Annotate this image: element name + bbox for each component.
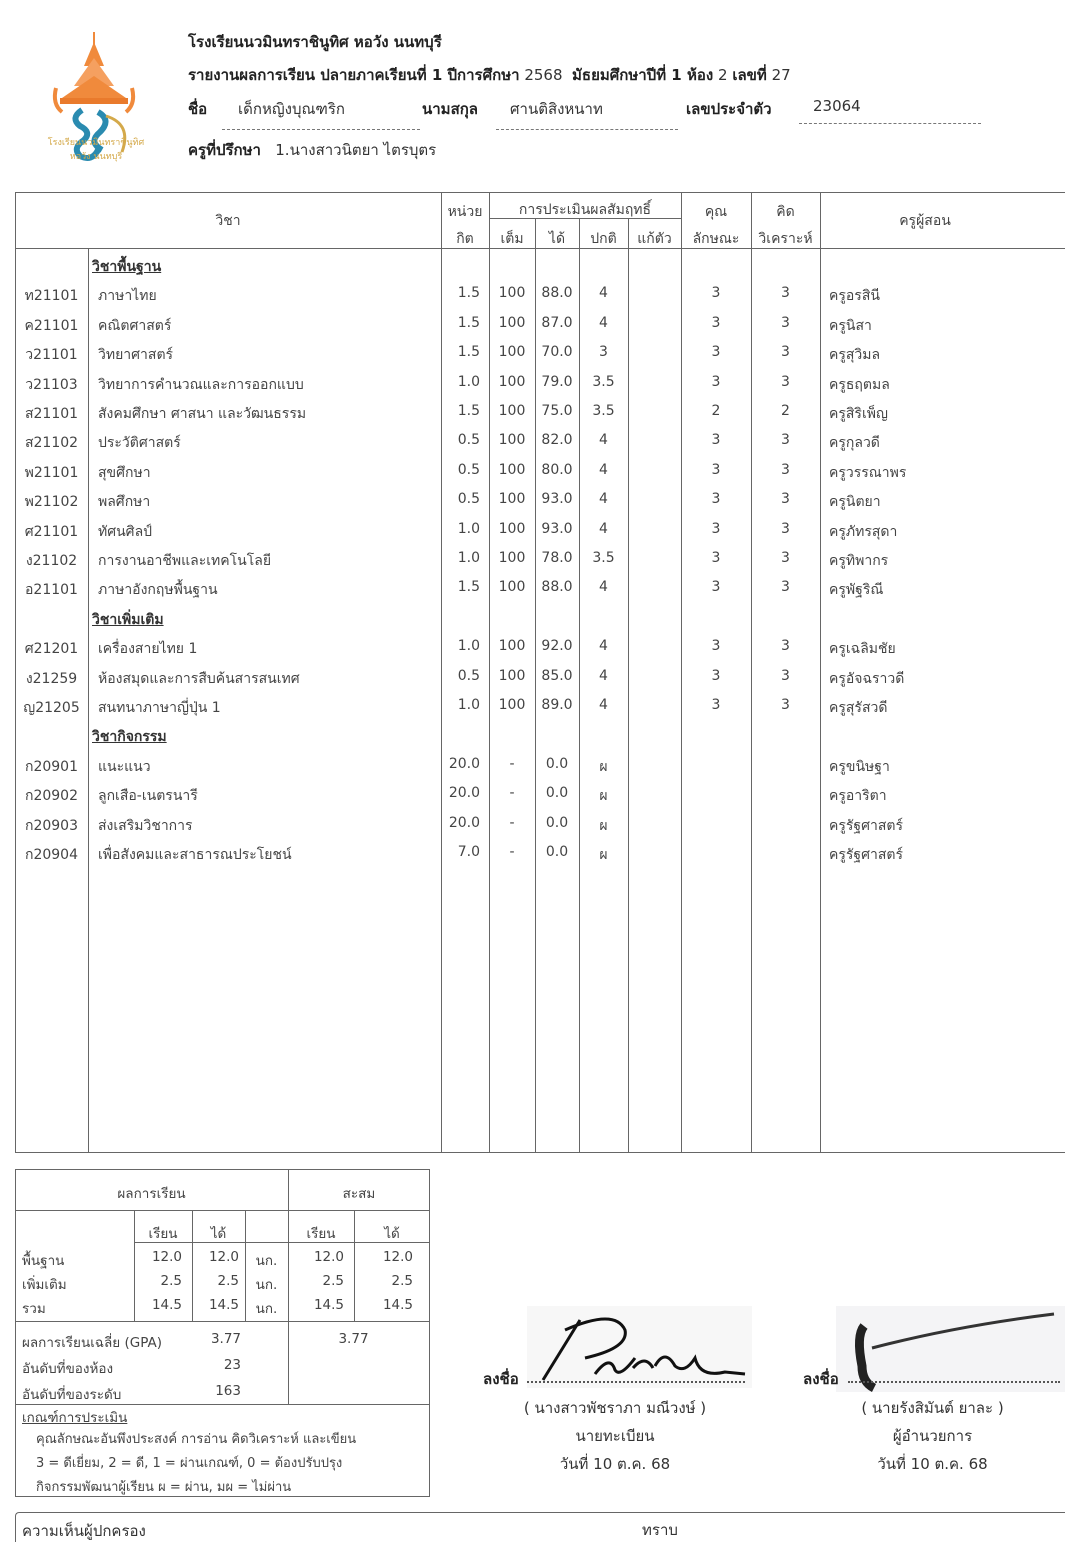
- cell-teacher: ครูรัฐศาสตร์: [829, 817, 904, 834]
- summary-acc-study-label: เรียน: [306, 1226, 336, 1242]
- criteria-line-2: 3 = ดีเยี่ยม, 2 = ดี, 1 = ผ่านเกณฑ์, 0 = ต้องปรับปรุง: [36, 1456, 343, 1471]
- registrar-name: ( นางสาวพัชราภา มณีวงษ์ ): [523, 1399, 707, 1417]
- cell-teacher: ครูนิตยา: [829, 494, 881, 511]
- cell-teacher: ครูอาริตา: [829, 788, 887, 805]
- level-label: มัธยมศึกษาปีที่ 1 ห้อง: [572, 66, 714, 84]
- cell-got: 0.0: [545, 814, 569, 831]
- surname-label: นามสกุล: [422, 100, 478, 118]
- cell-grade: ผ: [599, 788, 608, 805]
- student-id: 23064: [799, 97, 981, 124]
- cell-char: 3: [711, 697, 721, 713]
- cell-think: 3: [781, 461, 790, 478]
- cell-think: 3: [781, 520, 790, 537]
- section-title: วิชาพื้นฐาน: [92, 259, 162, 275]
- cell-got: 88.0: [541, 579, 573, 596]
- name-label: ชื่อ: [188, 100, 208, 118]
- cell-teacher: ครูสุรัสวดี: [829, 700, 888, 716]
- cell-grade: 4: [599, 285, 608, 302]
- cell-credit: 0.5: [457, 461, 480, 478]
- header-assessment: การประเมินผลสัมฤทธิ์: [518, 202, 652, 218]
- criteria-line-3: กิจกรรมพัฒนาผู้เรียน ผ = ผ่าน, มผ = ไม่ผ่าน: [36, 1480, 292, 1495]
- cell-code: ง21102: [25, 553, 78, 569]
- cell-teacher: ครูเฉลิมชัย: [829, 641, 896, 658]
- cell-think: 3: [781, 344, 790, 361]
- cell-full: 100: [498, 314, 526, 331]
- cell-teacher: ครูภัทรสุดา: [829, 523, 898, 540]
- cell-think: 3: [781, 432, 790, 449]
- cell-grade: 3.5: [592, 403, 615, 419]
- cell-teacher: ครูพัฐริณี: [829, 582, 884, 599]
- cell-think: 3: [781, 314, 790, 331]
- cell-got: 89.0: [541, 697, 573, 713]
- advisor-row: [188, 138, 436, 162]
- summary-acc_got: 12.0: [382, 1249, 413, 1265]
- room-rank: 23: [223, 1357, 241, 1373]
- parent-comment-box: [15, 1512, 1065, 1542]
- cell-code: ส21101: [24, 406, 79, 422]
- cell-name: สนทนาภาษาญี่ปุ่น 1: [98, 700, 221, 716]
- academic-year: 2568: [524, 66, 563, 84]
- cell-code: พ21102: [24, 494, 79, 511]
- cell-grade: 4: [599, 579, 608, 596]
- cell-got: 78.0: [541, 550, 573, 566]
- cell-code: ท21101: [24, 288, 79, 305]
- cell-grade: ผ: [599, 758, 608, 775]
- room-rank-label: อันดับที่ของห้อง: [22, 1361, 114, 1377]
- cell-char: 3: [711, 461, 721, 478]
- gpa-accumulated: 3.77: [338, 1331, 369, 1347]
- summary-study: 12.0: [151, 1249, 182, 1265]
- cell-name: ภาษาอังกฤษพื้นฐาน: [98, 582, 218, 599]
- cell-name: สังคมศึกษา ศาสนา และวัฒนธรรม: [98, 406, 307, 422]
- cell-credit: 1.0: [457, 638, 480, 655]
- cell-grade: 3.5: [592, 550, 615, 566]
- cell-code: ศ21201: [24, 641, 79, 658]
- cell-char: 3: [711, 285, 721, 302]
- cell-credit: 1.5: [457, 285, 480, 302]
- cell-think: 3: [781, 373, 790, 390]
- cell-code: ค21101: [24, 317, 79, 334]
- cell-got: 93.0: [541, 491, 573, 508]
- cell-code: ก20902: [24, 788, 78, 805]
- header-normal: ปกติ: [590, 231, 617, 247]
- cell-grade: 4: [599, 520, 608, 537]
- header-analytical-1: คิด: [776, 204, 795, 220]
- criteria-line-1: คุณลักษณะอันพึงประสงค์ การอ่าน คิดวิเคราะห์ และเขียน: [36, 1432, 357, 1447]
- summary-label: เพิ่มเติม: [22, 1277, 67, 1293]
- cell-char: 3: [711, 314, 721, 331]
- cell-teacher: ครูวรรณาพร: [829, 464, 907, 481]
- cell-grade: 4: [599, 432, 608, 449]
- cell-code: ง21259: [25, 670, 78, 687]
- cell-got: 75.0: [541, 403, 573, 419]
- gpa-value: 3.77: [210, 1331, 241, 1347]
- cell-teacher: ครูอรสินี: [829, 288, 880, 305]
- summary-acc_study: 14.5: [313, 1297, 344, 1313]
- cell-got: 92.0: [541, 638, 573, 655]
- cell-name: การงานอาชีพและเทคโนโลยี: [98, 553, 272, 569]
- director-position: ผู้อำนวยการ: [892, 1427, 973, 1445]
- summary-study: 14.5: [151, 1297, 182, 1313]
- registrar-date: วันที่ 10 ต.ค. 68: [559, 1455, 671, 1473]
- cell-name: พลศึกษา: [98, 494, 151, 511]
- cell-think: 3: [781, 285, 790, 302]
- summary-acc_study: 2.5: [322, 1273, 344, 1289]
- cell-teacher: ครูสุวิมล: [829, 347, 881, 364]
- cell-teacher: ครูทิพากร: [829, 553, 889, 569]
- cell-name: แนะแนว: [98, 758, 151, 775]
- cell-grade: 4: [599, 314, 608, 331]
- header-teacher: ครูผู้สอน: [899, 213, 951, 229]
- cell-think: 2: [781, 403, 790, 419]
- header-credit-1: หน่วย: [447, 204, 483, 220]
- cell-name: ลูกเสือ-เนตรนารี: [98, 788, 198, 805]
- report-title: [188, 63, 791, 87]
- director-date: วันที่ 10 ต.ค. 68: [877, 1455, 988, 1473]
- school-name: โรงเรียนนวมินทราชินูทิศ หอวัง นนทบุรี: [188, 33, 442, 51]
- header-credit-2: กิต: [456, 231, 474, 247]
- summary-got: 12.0: [208, 1249, 239, 1265]
- cell-full: -: [509, 755, 515, 772]
- cell-got: 0.0: [545, 755, 569, 772]
- cell-full: -: [509, 785, 515, 802]
- cell-got: 82.0: [541, 432, 573, 449]
- cell-char: 3: [711, 432, 721, 449]
- logo-emblem-icon: [22, 28, 172, 173]
- cell-got: 80.0: [541, 461, 573, 478]
- header-remedial: แก้ตัว: [637, 231, 672, 247]
- logo-text-2: หอวัง นนทบุรี: [69, 152, 123, 162]
- summary-study: 2.5: [160, 1273, 182, 1289]
- cell-got: 93.0: [541, 520, 573, 537]
- level-rank-label: อันดับที่ของระดับ: [22, 1387, 122, 1403]
- cell-think: 3: [781, 550, 790, 566]
- summary-got: 14.5: [208, 1297, 239, 1313]
- cell-char: 3: [711, 667, 721, 684]
- cell-full: -: [509, 814, 515, 831]
- summary-acc_got: 14.5: [382, 1297, 413, 1313]
- cell-full: 100: [498, 579, 526, 596]
- cell-teacher: ครูสิริเพ็ญ: [829, 406, 888, 422]
- cell-char: 3: [711, 550, 721, 566]
- cell-name: ประวัติศาสตร์: [98, 435, 181, 452]
- logo-text-1: โรงเรียนนวมินทราชินูทิศ: [47, 138, 145, 148]
- cell-full: 100: [498, 403, 526, 419]
- report-label: รายงานผลการเรียน ปลายภาคเรียนที่ 1 ปีการศึกษา: [188, 66, 520, 84]
- cell-name: วิทยาศาสตร์: [98, 347, 174, 364]
- cell-teacher: ครูกุลวดี: [829, 435, 880, 452]
- cell-char: 3: [711, 520, 721, 537]
- summary-got: 2.5: [217, 1273, 239, 1289]
- cell-name: วิทยาการคำนวณและการออกแบบ: [98, 376, 304, 393]
- cell-credit: 1.0: [457, 697, 480, 713]
- cell-think: 3: [781, 638, 790, 655]
- cell-credit: 20.0: [448, 814, 480, 831]
- cell-teacher: ครูธฤตมล: [829, 376, 890, 393]
- cell-grade: 3: [599, 344, 608, 361]
- room-number: 2: [717, 66, 728, 84]
- criteria-title: เกณฑ์การประเมิน: [22, 1410, 128, 1426]
- director-sign-label: ลงชื่อ: [803, 1370, 839, 1388]
- cell-teacher: ครูนิสา: [829, 317, 872, 334]
- cell-teacher: ครูรัฐศาสตร์: [829, 847, 904, 863]
- summary-accum-label: สะสม: [342, 1186, 376, 1202]
- school-logo: [22, 28, 172, 173]
- cell-grade: 4: [599, 667, 608, 684]
- cell-grade: 3.5: [592, 373, 615, 390]
- cell-grade: ผ: [599, 847, 608, 863]
- cell-name: คณิตศาสตร์: [98, 317, 172, 334]
- cell-name: เพื่อสังคมและสาธารณประโยชน์: [98, 847, 292, 863]
- registrar-position: นายทะเบียน: [575, 1427, 655, 1445]
- cell-credit: 1.0: [457, 550, 480, 566]
- student-surname: ศานติสิงหนาท: [496, 97, 678, 130]
- director-name: ( นายรังสิมันต์ ยาละ ): [861, 1399, 1004, 1417]
- cell-code: อ21101: [25, 582, 78, 599]
- student-id-label: เลขประจำตัว: [686, 100, 772, 118]
- cell-credit: 0.5: [457, 491, 480, 508]
- header-characteristics-2: ลักษณะ: [692, 231, 740, 247]
- cell-code: ศ21101: [24, 523, 79, 540]
- summary-acc_got: 2.5: [391, 1273, 413, 1289]
- cell-grade: ผ: [599, 817, 608, 834]
- cell-grade: 4: [599, 638, 608, 655]
- cell-char: 2: [711, 403, 721, 419]
- cell-got: 87.0: [541, 314, 573, 331]
- header-got: ได้: [548, 231, 566, 247]
- student-first-name: เด็กหญิงบุณฑริก: [222, 97, 420, 130]
- cell-grade: 4: [599, 491, 608, 508]
- cell-full: 100: [498, 520, 526, 537]
- cell-got: 0.0: [545, 785, 569, 802]
- summary-label: พื้นฐาน: [22, 1253, 65, 1269]
- cell-teacher: ครูขนิษฐา: [829, 758, 890, 775]
- cell-char: 3: [711, 373, 721, 390]
- cell-name: ภาษาไทย: [98, 288, 157, 305]
- cell-char: 3: [711, 579, 721, 596]
- cell-code: ส21102: [24, 435, 79, 452]
- cell-got: 70.0: [541, 344, 573, 361]
- cell-char: 3: [711, 491, 721, 508]
- cell-credit: 20.0: [448, 755, 480, 772]
- level-rank: 163: [215, 1383, 241, 1399]
- cell-full: 100: [498, 461, 526, 478]
- cell-credit: 0.5: [457, 667, 480, 684]
- cell-credit: 1.5: [457, 403, 480, 419]
- cell-credit: 1.5: [457, 344, 480, 361]
- header-analytical-2: วิเคราะห์: [758, 231, 813, 247]
- cell-grade: 4: [599, 461, 608, 478]
- summary-result-label: ผลการเรียน: [117, 1186, 186, 1202]
- cell-char: 3: [711, 344, 721, 361]
- header-subject: วิชา: [215, 213, 241, 229]
- summary-unit: นก.: [255, 1301, 278, 1317]
- summary-acc-got-label: ได้: [384, 1226, 400, 1242]
- cell-name: เครื่องสายไทย 1: [98, 641, 198, 658]
- cell-got: 0.0: [545, 844, 569, 860]
- section-title: วิชาเพิ่มเติม: [92, 611, 164, 628]
- gpa-label: ผลการเรียนเฉลี่ย (GPA): [22, 1335, 162, 1351]
- parent-comment-value: ทราบ: [642, 1521, 678, 1539]
- cell-credit: 1.0: [457, 373, 480, 390]
- cell-char: 3: [711, 638, 721, 655]
- cell-full: 100: [498, 638, 526, 655]
- summary-unit: นก.: [255, 1253, 278, 1269]
- cell-credit: 1.5: [457, 314, 480, 331]
- advisor-label: ครูที่ปรึกษา: [188, 141, 261, 159]
- cell-name: ส่งเสริมวิชาการ: [98, 817, 193, 834]
- cell-full: 100: [498, 373, 526, 390]
- cell-full: -: [509, 844, 515, 860]
- cell-think: 3: [781, 491, 790, 508]
- cell-code: ญ21205: [23, 700, 80, 716]
- seat-no: 27: [771, 66, 791, 84]
- cell-full: 100: [498, 285, 526, 302]
- cell-grade: 4: [599, 697, 608, 713]
- cell-think: 3: [781, 697, 790, 713]
- cell-full: 100: [498, 432, 526, 449]
- summary-label: รวม: [22, 1301, 46, 1317]
- cell-name: ห้องสมุดและการสืบค้นสารสนเทศ: [98, 670, 300, 687]
- cell-credit: 7.0: [457, 844, 480, 860]
- cell-code: ก20901: [24, 758, 78, 775]
- registrar-signature-icon: [525, 1308, 755, 1388]
- header-characteristics-1: คุณ: [704, 204, 728, 220]
- section-title: วิชากิจกรรม: [92, 729, 167, 746]
- seat-no-label: เลขที่: [732, 66, 767, 84]
- registrar-sign-label: ลงชื่อ: [483, 1370, 519, 1388]
- cell-got: 88.0: [541, 285, 573, 302]
- cell-full: 100: [498, 697, 526, 713]
- summary-unit: นก.: [255, 1277, 278, 1293]
- cell-name: ทัศนศิลป์: [98, 523, 153, 540]
- cell-got: 85.0: [541, 667, 573, 684]
- cell-credit: 1.0: [457, 520, 480, 537]
- cell-code: ว21101: [25, 347, 78, 364]
- cell-credit: 1.5: [457, 579, 480, 596]
- cell-full: 100: [498, 667, 526, 684]
- cell-code: พ21101: [24, 464, 79, 481]
- cell-full: 100: [498, 550, 526, 566]
- cell-code: ก20904: [24, 847, 78, 863]
- parent-comment-label: ความเห็นผู้ปกครอง: [22, 1522, 146, 1540]
- cell-code: ว21103: [25, 376, 78, 393]
- advisor-name: 1.นางสาวนิตยา ไตรบุตร: [275, 141, 437, 159]
- cell-got: 79.0: [541, 373, 573, 390]
- cell-think: 3: [781, 667, 790, 684]
- summary-acc_study: 12.0: [313, 1249, 344, 1265]
- header-full: เต็ม: [500, 231, 524, 247]
- cell-full: 100: [498, 344, 526, 361]
- summary-study-label: เรียน: [148, 1226, 178, 1242]
- cell-code: ก20903: [24, 817, 78, 834]
- cell-credit: 0.5: [457, 432, 480, 449]
- cell-name: สุขศึกษา: [98, 464, 151, 481]
- summary-got-label: ได้: [210, 1226, 227, 1242]
- cell-think: 3: [781, 579, 790, 596]
- cell-credit: 20.0: [448, 785, 480, 802]
- cell-full: 100: [498, 491, 526, 508]
- cell-teacher: ครูอัจฉราวดี: [829, 670, 905, 687]
